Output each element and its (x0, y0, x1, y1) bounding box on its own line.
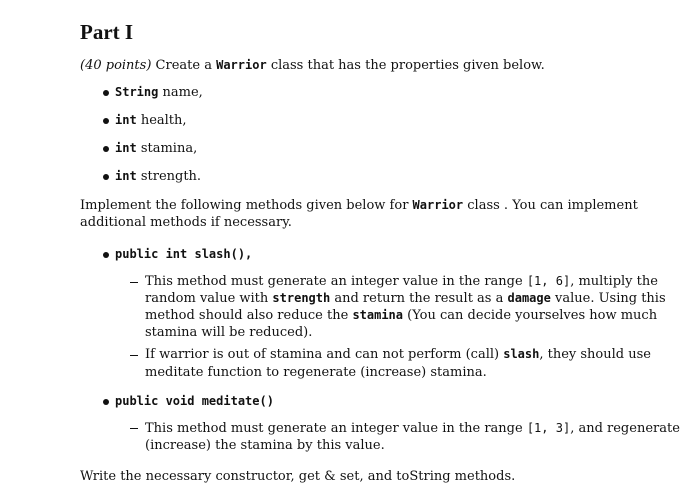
implement-text-b: class . You can implement (467, 198, 638, 213)
property-item (115, 112, 187, 129)
intro-text-b: class that has the properties given below. (270, 58, 545, 73)
bullet-icon (103, 399, 109, 405)
slash-desc1-line1 (145, 273, 658, 290)
intro-class-name: Warrior (216, 58, 267, 72)
slash-signature: public int slash(), (115, 247, 253, 261)
implement-line-1 (80, 197, 638, 214)
property-name: name, (162, 85, 203, 100)
part-heading: Part I (80, 20, 134, 44)
slash-desc1-line3 (145, 307, 657, 324)
bullet-icon (103, 118, 109, 124)
property-type: String (115, 85, 159, 99)
property-name: stamina, (140, 141, 198, 156)
text-segment: value. Using this (555, 291, 666, 306)
text-segment: , and regenerate (570, 421, 680, 436)
intro-paragraph (80, 57, 545, 74)
text-segment: If warrior is out of stamina and can not perform (call) (145, 347, 500, 362)
text-segment: , multiply the (570, 274, 658, 289)
property-item (115, 140, 197, 157)
strength-keyword: strength (272, 291, 331, 305)
damage-keyword: damage (507, 291, 551, 305)
text-segment: random value with (145, 291, 269, 306)
dash-icon (130, 428, 138, 429)
meditate-desc-line1 (145, 420, 680, 437)
property-type: int (115, 113, 137, 127)
dash-icon (130, 355, 138, 356)
text-segment: (You can decide yourselves how much (407, 308, 658, 323)
property-name: strength. (140, 169, 202, 184)
slash-desc1-line2 (145, 290, 666, 307)
footer-text: Write the necessary constructor, get & set, and toString methods. (80, 469, 516, 484)
property-item (115, 168, 201, 185)
text-segment: This method must generate an integer value in the range (145, 274, 523, 289)
points-label: (40 points) (80, 58, 152, 73)
meditate-desc-line2: (increase) the stamina by this value. (145, 438, 385, 453)
property-type: int (115, 141, 137, 155)
implement-class-name: Warrior (412, 198, 464, 212)
property-name: health, (140, 113, 187, 128)
property-type: int (115, 169, 137, 183)
property-item (115, 84, 203, 101)
bullet-icon (103, 174, 109, 180)
range-value: [1, 3] (526, 421, 571, 435)
dash-icon (130, 282, 138, 283)
slash-keyword: slash (503, 347, 540, 361)
text-segment: , they should use (539, 347, 651, 362)
slash-desc2-line2: meditate function to regenerate (increase) stamina. (145, 365, 487, 380)
bullet-icon (103, 90, 109, 96)
slash-desc2-line1 (145, 346, 651, 363)
bullet-icon (103, 252, 109, 258)
text-segment: and return the result as a (334, 291, 504, 306)
range-value: [1, 6] (526, 274, 571, 288)
text-segment: This method must generate an integer value in the range (145, 421, 523, 436)
meditate-signature: public void meditate() (115, 394, 274, 408)
stamina-keyword: stamina (352, 308, 404, 322)
intro-text-a: Create a (155, 58, 212, 73)
text-segment: method should also reduce the (145, 308, 349, 323)
slash-desc1-line4: stamina will be reduced). (145, 325, 313, 340)
implement-line-2: additional methods if necessary. (80, 215, 292, 230)
bullet-icon (103, 146, 109, 152)
implement-text-a: Implement the following methods given below for (80, 198, 409, 213)
